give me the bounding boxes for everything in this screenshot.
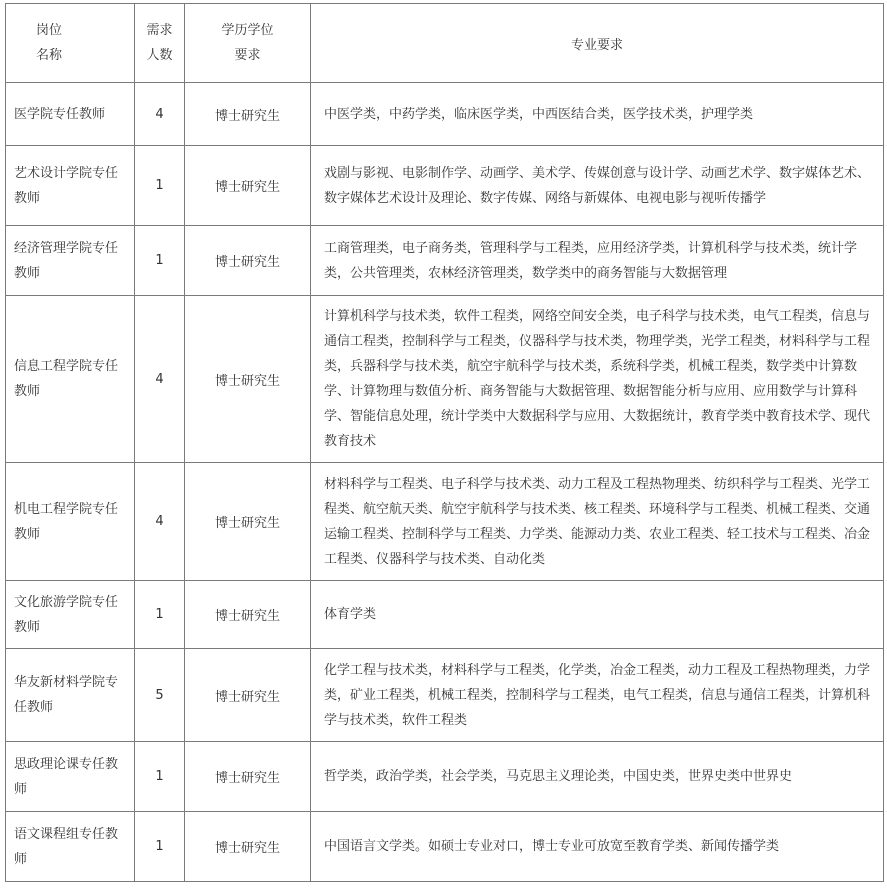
table-row: [6, 296, 884, 463]
count-cell: 1: [135, 812, 185, 882]
header-count: [135, 4, 185, 83]
degree-cell: 博士研究生: [185, 812, 311, 882]
position-cell: 经济管理学院专任教师: [14, 240, 119, 281]
table-row: [6, 83, 884, 146]
count-cell: 1: [135, 742, 185, 812]
count-cell: 1: [135, 226, 185, 296]
table-header-row: [6, 4, 884, 83]
major-cell: 化学工程与技术类，材料科学与工程类，化学类，冶金工程类，动力工程及工程热物理类，力学类，矿业工程类，机械工程类，控制科学与工程类，电气工程类，信息与通信工程类，计算机科学与技术类，软件工程类: [324, 662, 871, 728]
header-position: [6, 4, 135, 83]
header-position-line2: 名称: [36, 48, 63, 63]
header-degree-line1: 学历学位: [221, 23, 274, 38]
position-cell: 语文课程组专任教师: [14, 826, 119, 867]
header-degree: [185, 4, 311, 83]
position-cell: 思政理论课专任教师: [14, 756, 119, 797]
major-cell: 计算机科学与技术类，软件工程类，网络空间安全类，电子科学与技术类，电气工程类，信息与通信工程类，控制科学与工程类，仪器科学与技术类，物理学类，光学工程类，材料科学与工程类，兵器科学与技术类，航空宇航科学与技术类，系统科学类，机械工程类，数学类中计算数学、计算物理与数值分析、商务智能与大数据管理、数据智能分析与应用、应用数学与计算科学、智能信息处理，统计学类中大数据科学与应用、大数据统计，教育学类中教育技术学、现代教育技术: [324, 309, 871, 449]
major-cell: 哲学类，政治学类，社会学类，马克思主义理论类，中国史类，世界史类中世界史: [324, 769, 793, 784]
major-cell: 工商管理类，电子商务类，管理科学与工程类，应用经济学类，计算机科学与技术类，统计学类，公共管理类，农林经济管理类，数学类中的商务智能与大数据管理: [324, 240, 858, 281]
header-major: 专业要求: [311, 4, 884, 83]
table-row: [6, 812, 884, 882]
count-cell: 4: [135, 83, 185, 146]
position-cell: 艺术设计学院专任教师: [14, 165, 119, 206]
count-cell: 4: [135, 296, 185, 463]
degree-cell: 博士研究生: [185, 742, 311, 812]
table-row: [6, 742, 884, 812]
degree-cell: 博士研究生: [185, 83, 311, 146]
major-cell: 中医学类，中药学类，临床医学类，中西医结合类，医学技术类，护理学类: [324, 106, 754, 122]
header-degree-line2: 要求: [234, 48, 261, 63]
major-cell: 中国语言文学类。如硕士专业对口，博士专业可放宽至教育学类、新闻传播学类: [324, 839, 780, 854]
position-cell: 华友新材料学院专任教师: [14, 675, 119, 715]
table-row: [6, 463, 884, 581]
degree-cell: 博士研究生: [185, 649, 311, 742]
degree-cell: 博士研究生: [185, 226, 311, 296]
count-cell: 5: [135, 649, 185, 742]
major-cell: 体育学类: [324, 607, 377, 622]
degree-cell: 博士研究生: [185, 463, 311, 581]
header-count-line1: 需求: [146, 23, 173, 38]
table-row: [6, 226, 884, 296]
table-row: [6, 146, 884, 226]
degree-cell: 博士研究生: [185, 581, 311, 649]
major-cell: 材料科学与工程类、电子科学与技术类、动力工程及工程热物理类、纺织科学与工程类、光学工程类、航空航天类、航空宇航科学与技术类、核工程类、环境科学与工程类、机械工程类、交通运输工程类、控制科学与工程类、力学类、能源动力类、农业工程类、轻工技术与工程类、冶金工程类、仪器科学与技术类、自动化类: [324, 476, 871, 567]
position-cell: 机电工程学院专任教师: [14, 501, 119, 542]
table-row: [6, 581, 884, 649]
degree-cell: 博士研究生: [185, 296, 311, 463]
header-position-line1: 岗位: [36, 23, 63, 38]
position-cell: 医学院专任教师: [14, 106, 106, 122]
degree-cell: 博士研究生: [185, 146, 311, 226]
table-row: [6, 649, 884, 742]
recruitment-table: [5, 3, 884, 882]
count-cell: 4: [135, 463, 185, 581]
major-cell: 戏剧与影视、电影制作学、动画学、美术学、传媒创意与设计学、动画艺术学、数字媒体艺术、数字媒体艺术设计及理论、数字传媒、网络与新媒体、电视电影与视听传播学: [324, 165, 871, 206]
count-cell: 1: [135, 146, 185, 226]
count-cell: 1: [135, 581, 185, 649]
header-count-line2: 人数: [146, 48, 173, 63]
position-cell: 文化旅游学院专任教师: [14, 594, 119, 635]
position-cell: 信息工程学院专任教师: [14, 359, 119, 399]
